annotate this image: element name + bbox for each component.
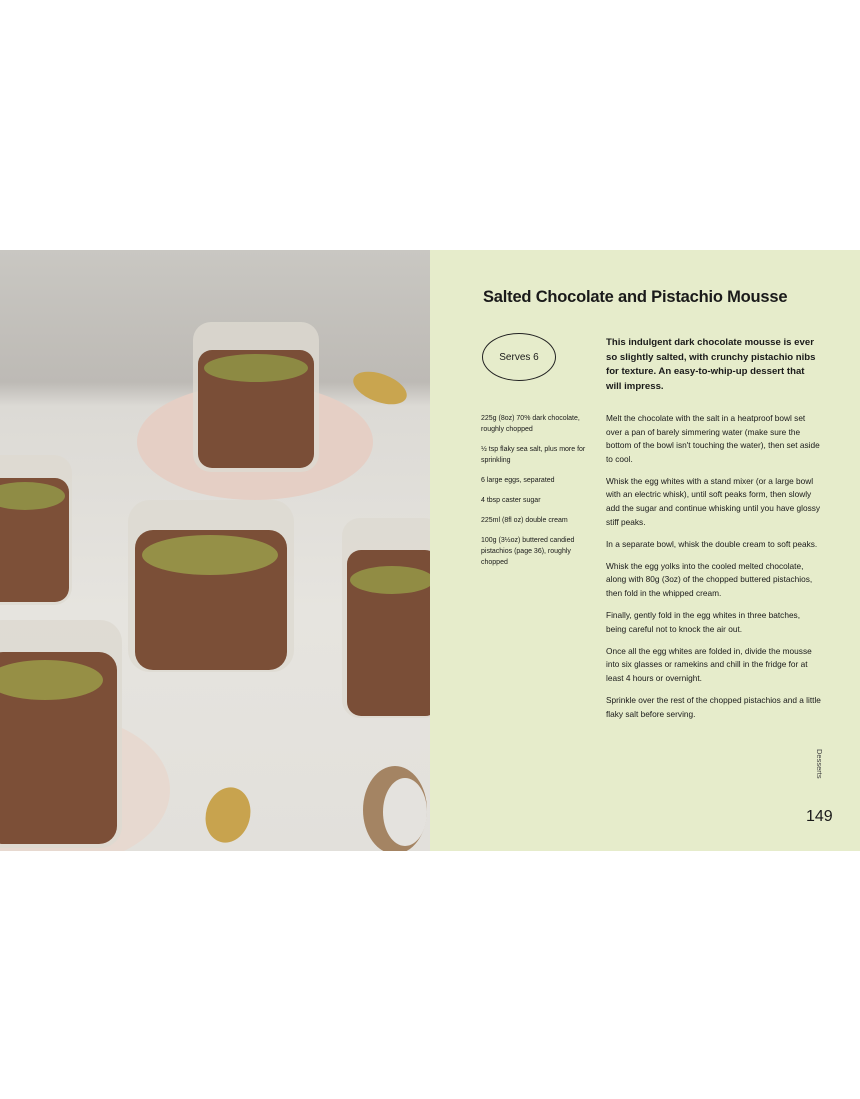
ingredient-list [481,413,591,577]
ingredient-item: 4 tbsp caster sugar [481,497,541,504]
book-spread [0,250,860,851]
method-step: Finally, gently fold in the egg whites in three batches, being careful not to knock the air out. [606,610,801,634]
ingredient-item: 6 large eggs, separated [481,477,555,484]
ingredient-item: ½ tsp flaky sea salt, plus more for sprinkling [481,446,586,464]
method-step: Whisk the egg whites with a stand mixer (or a large bowl with an electric whisk), until soft peaks form, then slowly add the sugar and continue whisking until you have glossy stiff peaks. [606,475,821,527]
method-step: Once all the egg whites are folded in, divide the mousse into six glasses or ramekins and chill in the fridge for at least 4 hours or overnight. [606,645,812,683]
method-step: Sprinkle over the rest of the chopped pistachios and a little flaky salt before serving. [606,695,821,719]
section-label: Desserts [815,749,824,779]
ingredient-item: 225g (8oz) 70% dark chocolate, roughly chopped [481,415,580,433]
method-steps [606,412,822,730]
recipe-title: Salted Chocolate and Pistachio Mousse [483,288,788,306]
ingredient-item: 225ml (8fl oz) double cream [481,517,568,524]
serves-badge [482,333,556,381]
page-number: 149 [806,808,833,825]
method-step: In a separate bowl, whisk the double cream to soft peaks. [606,538,818,549]
method-step: Whisk the egg yolks into the cooled melted chocolate, along with 80g (3oz) of the chopped buttered pistachios, then fold in the whipped cream. [606,560,813,599]
mousse-photo [0,250,430,851]
recipe-page [430,250,860,851]
serves-label: Serves 6 [499,351,539,363]
recipe-intro: This indulgent dark chocolate mousse is ever so slightly salted, with crunchy pistachio nibs for texture. An easy-to-whip-up dessert that will impress. [606,337,816,392]
ingredient-item: 100g (3½oz) buttered candied pistachios (page 36), roughly chopped [481,537,575,566]
method-step: Melt the chocolate with the salt in a heatproof bowl set over a pan of barely simmering water (make sure the bottom of the bowl isn't touching the water), then set aside to cool. [606,413,820,464]
